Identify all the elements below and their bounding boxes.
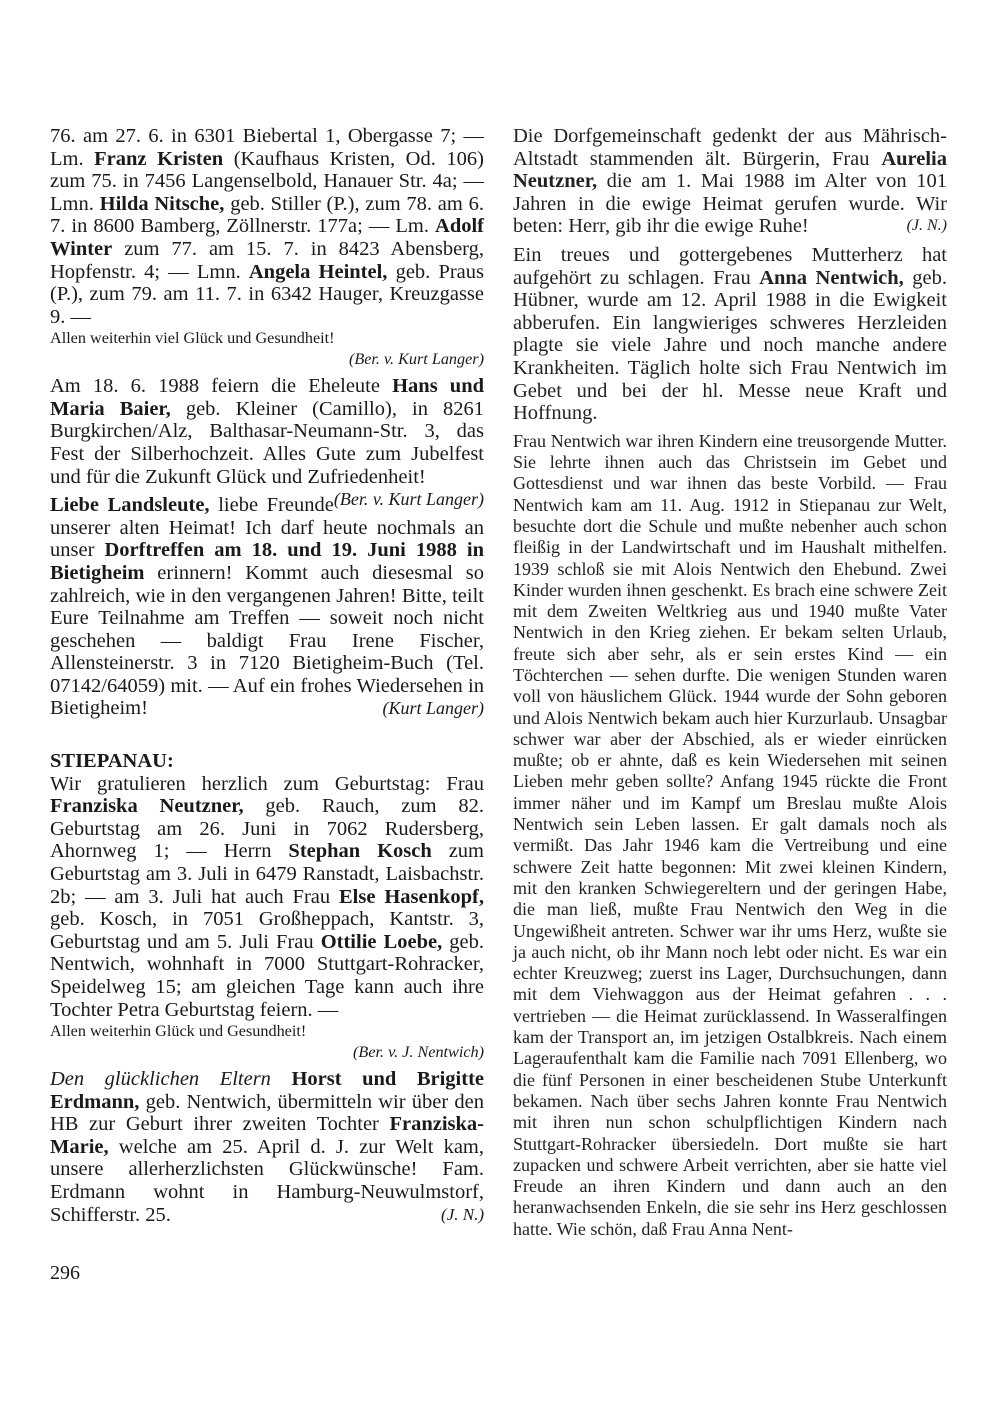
- meeting-date: Dorftreffen am 18. und 19. Juni 1988 in Bietigheim: [50, 539, 484, 584]
- text: Wir gratulieren herzlich zum Geburtstag: Frau: [50, 772, 484, 795]
- greeting: Liebe Landsleute,: [50, 494, 210, 517]
- text: geb. Nentwich, wohnhaft in 7000 Stuttgart-Rohracker, Speidelweg 15; am gleichen Tage kann auch ihre Tochter Petra Geburtstag feiern. —: [50, 930, 484, 1021]
- section-heading-stiepanau: STIEPANAU:: [50, 750, 174, 773]
- right-column: [513, 125, 947, 1240]
- text: geb. Hübner, wurde am 12. April 1988 in die Ewigkeit abberufen. Ein langwieriges schweres Herzleiden plagte sie viele Jahre und noch manche andere Krankheiten. Täglich holte sich Frau Nentwich im Gebet und bei der hl. Messe neue Kraft und Hoffnung.: [513, 266, 947, 425]
- intro-italic: Den glücklichen Eltern: [50, 1068, 271, 1090]
- text: Ein treues und gottergebenes Mutterherz hat aufgehört zu schlagen. Frau: [513, 243, 947, 289]
- text: Die Dorfgemeinschaft gedenkt der aus Mährisch-Altstadt stammenden ält. Bürgerin, Frau: [513, 125, 947, 170]
- name-hilda-nitsche: Hilda Nitsche,: [99, 192, 225, 215]
- name-anna-nentwich: Anna Nentwich,: [759, 266, 904, 289]
- page-number: 296: [50, 1262, 80, 1284]
- text: geb. Stiller (P.), zum 78. am 6. 7. in 8600 Bamberg, Zöllnerstr. 177a; — Lm.: [50, 192, 484, 238]
- text: liebe Freunde unserer alten Heimat! Ich darf heute nochmals an unser: [50, 494, 484, 562]
- text: 76. am 27. 6. in 6301 Biebertal 1, Obergasse 7; — Lm.: [50, 125, 484, 170]
- text: (Kaufhaus Kristen, Od. 106) zum 75. in 7456 Langenselbold, Hanauer Str. 4a; — Lmn.: [50, 147, 484, 215]
- text: geb. Kosch, in 7051 Großheppach, Kantstr. 3, Geburtstag und am 5. Juli Frau: [50, 908, 484, 953]
- left-column: [50, 125, 484, 1226]
- name-stephan-kosch: Stephan Kosch: [288, 840, 432, 863]
- stiepanau-birthdays-paragraph: [50, 773, 484, 1022]
- village-meeting-paragraph: [50, 494, 484, 720]
- name-franziska-marie: Franziska-Marie,: [50, 1113, 484, 1158]
- name-ottilie-loebe: Ottilie Loebe,: [320, 930, 443, 953]
- obituary-aurelia-paragraph: [513, 125, 947, 238]
- signature: (Kurt Langer): [382, 698, 484, 719]
- text: zum Geburtstag am 3. Juli in 6479 Ranstadt, Laisbachstr. 2b; — am 3. Juli hat auch Frau: [50, 840, 484, 908]
- signature: (Ber. v. Kurt Langer): [348, 349, 484, 368]
- signature: (Ber. v. J. Nentwich): [353, 1042, 484, 1061]
- birth-announcement-paragraph: [50, 1068, 484, 1226]
- name-else-hasenkopf: Else Hasenkopf,: [339, 885, 484, 908]
- birthday-list-paragraph: [50, 125, 484, 328]
- text: erinnern! Kommt auch diesesmal so zahlreich, wie in den vergangenen Jahren! Bitte, teilt Eure Teilnahme am Treffen — soweit noch nicht geschehen — baldigt Frau Irene Fischer, Allensteinerstr. 3 in 7120 Bietigheim-Buch (Tel. 07142/64059) mit. — Auf ein frohes Wiedersehen in Bietigheim!: [50, 561, 484, 720]
- text: Am 18. 6. 1988 feiern die Eheleute: [50, 375, 393, 398]
- wish-line: Allen weiterhin Glück und Gesundheit!: [50, 1022, 307, 1041]
- text: geb. Rauch, zum 82. Geburtstag am 26. Juni in 7062 Rudersberg, Ahornweg 1; — Herrn: [50, 795, 484, 863]
- text: geb. Praus (P.), zum 79. am 11. 7. in 6342 Hauger, Kreuzgasse 9. —: [50, 260, 485, 328]
- name-franziska-neutzner: Franziska Neutzner,: [50, 795, 244, 818]
- text: geb. Nentwich, übermitteln wir über den HB zur Geburt ihrer zweiten Tochter: [50, 1090, 484, 1136]
- name-franz-kristen: Franz Kristen: [94, 147, 224, 170]
- signature: (J. N.): [906, 217, 947, 235]
- name-horst-brigitte-erdmann: Horst und Brigitte Erdmann,: [50, 1068, 484, 1113]
- text: geb. Kleiner (Camillo), in 8261 Burgkirchen/Alz, Balthasar-Neumann-Str. 3, das Fest der Silberhochzeit. Alles Gute zum Jubelfest und für die Zukunft Glück und Zufriedenheit!: [50, 397, 484, 488]
- text: die am 1. Mai 1988 im Alter von 101 Jahren in die ewige Heimat gerufen wurde. Wir beten: Herr, gib ihr die ewige Ruhe!: [513, 170, 947, 238]
- name-hans-maria-baier: Hans und Maria Baier,: [50, 375, 485, 420]
- wish-line: Allen weiterhin viel Glück und Gesundheit!: [50, 329, 335, 348]
- biography-paragraph: Frau Nentwich war ihren Kindern eine treusorgende Mutter. Sie lehrte ihnen auch das Christsein im Gebet und Gottesdienst und war ihnen das beste Vorbild. — Frau Nentwich kam am 11. Aug. 1912 in Stiepanau zur Welt, besuchte dort die Schule und mußte nebenher auch schon fleißig in der Landwirtschaft und im Haushalt mithelfen. 1939 schloß sie mit Alois Nentwich den Ehebund. Zwei Kinder wurden ihnen geschenkt. Es brach eine schwere Zeit mit dem Zweiten Weltkrieg aus und 1940 mußte Vater Nentwich in den Krieg ziehen. Er bekam selten Urlaub, freute sich aber sehr, als er sein erstes Kind — ein Töchterchen — sehen durfte. Die wenigen Stunden waren voll von häuslichem Glück. 1944 wurde der Sohn geboren und Alois Nentwich bekam auch hier Kurzurlaub. Unsagbar schwer war aber der Abschied, als er wieder einrücken mußte; ob er ahnte, daß es kein Wiedersehen mit seinen Lieben mehr geben sollte? Anfang 1945 rückte die Front immer näher und im Kampf um Breslau mußte Alois Nentwich sein Leben lassen. Er galt damals noch als vermißt. Das Jahr 1946 kam die Vertreibung und eine schwere Zeit hatte begonnen: Mit zwei kleinen Kindern, mit den kranken Schwiegereltern und der geringen Habe, die man ließ, mußte Frau Nentwich den Weg in die Ungewißheit antreten. Schwer war ihr ums Herz, wußte sie ja auch nicht, ob ihr Mann noch lebt oder nicht. Es war ein echter Kreuzweg; zuerst ins Lager, Durchsuchungen, dann mit dem Viehwaggon aus der Heimat gefahren . . . vertrieben — die Heimat zurücklassend. In Wasseralfingen kam der Transport an, im jetzigen Ostalbkreis. Nach einem Lageraufenthalt kam die Familie nach 7091 Ellenberg, wo die fünf Personen in einer bescheidenen Stube Unterkunft bekamen. Nach über sechs Jahren konnte Frau Nentwich mit ihren nun schon schulpflichtigen Kindern nach Stuttgart-Rohracker übersiedeln. Dort mußte sie hart zupacken und schwere Arbeit verrichten, aber sie hatte viel Freude an ihren Kindern und dann auch an den heranwachsenden Enkeln, die sie sehr ins Herz geschlossen hatte. Wie schön, daß Frau Anna Nent-: [513, 430, 947, 1239]
- name-aurelia-neutzner: Aurelia Neutzner,: [513, 147, 947, 193]
- name-adolf-winter: Adolf Winter: [50, 215, 484, 260]
- obituary-anna-paragraph: [513, 244, 947, 425]
- text: welche am 25. April d. J. zur Welt kam, unsere allerherzlichsten Glückwünsche! Fam. Erdmann wohnt in Hamburg-Neuwulmstorf, Schifferstr. 25.: [50, 1135, 484, 1226]
- signature: (Ber. v. Kurt Langer): [333, 489, 484, 510]
- signature: (J. N.): [441, 1204, 484, 1224]
- name-angela-heintel: Angela Heintel,: [248, 260, 388, 283]
- text: zum 77. am 15. 7. in 8423 Abensberg, Hopfenstr. 4; — Lmn.: [50, 237, 484, 283]
